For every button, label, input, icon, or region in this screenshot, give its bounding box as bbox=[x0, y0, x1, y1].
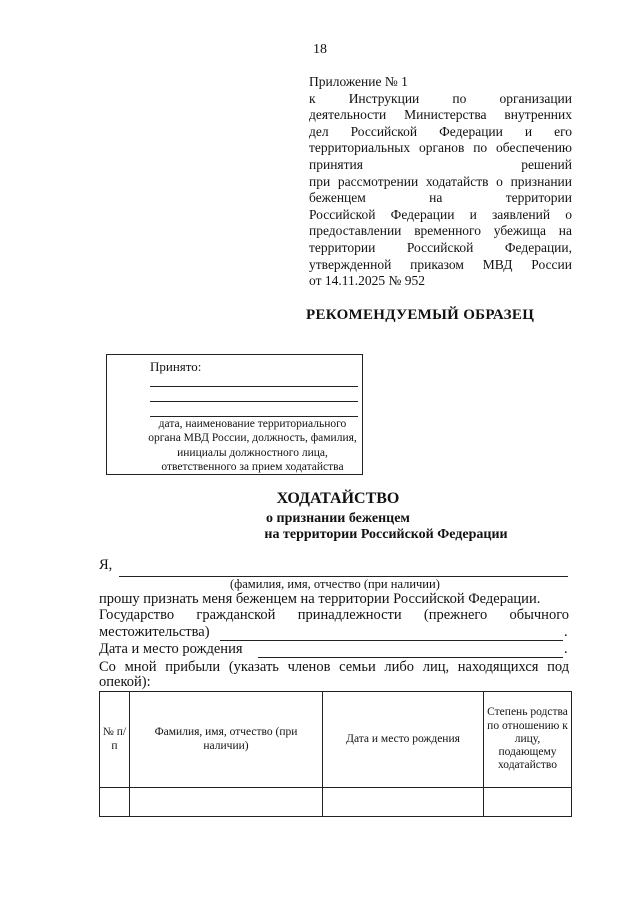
accompany-line-2: опекой): bbox=[99, 674, 151, 690]
appendix-line: территории Российской Федерации, bbox=[309, 239, 572, 255]
appendix-line: к Инструкции по организации bbox=[309, 90, 572, 106]
table-cell[interactable] bbox=[100, 788, 130, 817]
appendix-line: территориальных органов по обеспечению bbox=[309, 140, 572, 156]
appendix-block bbox=[309, 74, 572, 290]
appendix-line: беженцем на территории bbox=[309, 190, 573, 206]
appendix-line: принятия решений bbox=[309, 156, 572, 172]
acceptance-stamp-box bbox=[106, 354, 363, 475]
family-table bbox=[99, 691, 572, 817]
petition-subtitle: о признании беженцем bbox=[266, 511, 410, 526]
name-caption: (фамилия, имя, отчество (при наличии) bbox=[230, 577, 440, 591]
appendix-line: дел Российской Федерации и его bbox=[309, 123, 573, 139]
i-label: Я, bbox=[99, 557, 113, 573]
stamp-caption: дата, наименование территориального органа МВД России, должность, фамилия, инициалы должностного лица, ответственного за прием ходатайства bbox=[148, 418, 357, 474]
birth-label: Дата и место рождения bbox=[99, 641, 243, 657]
birth-field[interactable] bbox=[258, 657, 563, 658]
period: . bbox=[564, 624, 568, 640]
appendix-line: Российской Федерации и заявлений о bbox=[309, 206, 572, 222]
stamp-fill-line[interactable] bbox=[150, 401, 358, 402]
appendix-line: предоставлении временного убежища на bbox=[309, 223, 572, 239]
period: . bbox=[564, 641, 568, 657]
table-cell[interactable] bbox=[484, 788, 572, 817]
table-cell[interactable] bbox=[323, 788, 484, 817]
table-cell[interactable] bbox=[130, 788, 323, 817]
appendix-line: при рассмотрении ходатайств о признании bbox=[309, 173, 572, 189]
appendix-line: утвержденной приказом МВД России bbox=[309, 256, 572, 272]
appendix-line: деятельности Министерства внутренних bbox=[309, 107, 572, 123]
stamp-label: Принято: bbox=[150, 359, 202, 374]
table-header-row bbox=[100, 692, 572, 788]
header-cell: Фамилия, имя, отчество (при наличии) bbox=[130, 692, 323, 788]
citizenship-line-2: местожительства) bbox=[99, 624, 210, 640]
stamp-fill-line[interactable] bbox=[150, 386, 358, 387]
sample-label: РЕКОМЕНДУЕМЫЙ ОБРАЗЕЦ bbox=[306, 307, 535, 323]
request-text: прошу признать меня беженцем на территории Российской Федерации. bbox=[99, 591, 541, 607]
header-cell: № п/п bbox=[100, 692, 130, 788]
petition-title: ХОДАТАЙСТВО bbox=[276, 490, 400, 507]
page-number: 18 bbox=[313, 42, 327, 57]
accompany-line: Со мной прибыли (указать членов семьи либо лиц, находящихся под bbox=[99, 659, 570, 675]
petition-subtitle: на территории Российской Федерации bbox=[264, 527, 508, 542]
header-cell: Дата и место рождения bbox=[323, 692, 484, 788]
header-cell: Степень родства по отношению к лицу, подающему ходатайство bbox=[484, 692, 572, 788]
table-row bbox=[100, 788, 572, 817]
appendix-title: Приложение № 1 bbox=[309, 74, 408, 89]
appendix-line: от 14.11.2025 № 952 bbox=[309, 273, 425, 289]
citizenship-line: Государство гражданской принадлежности (прежнего обычного bbox=[99, 607, 570, 623]
